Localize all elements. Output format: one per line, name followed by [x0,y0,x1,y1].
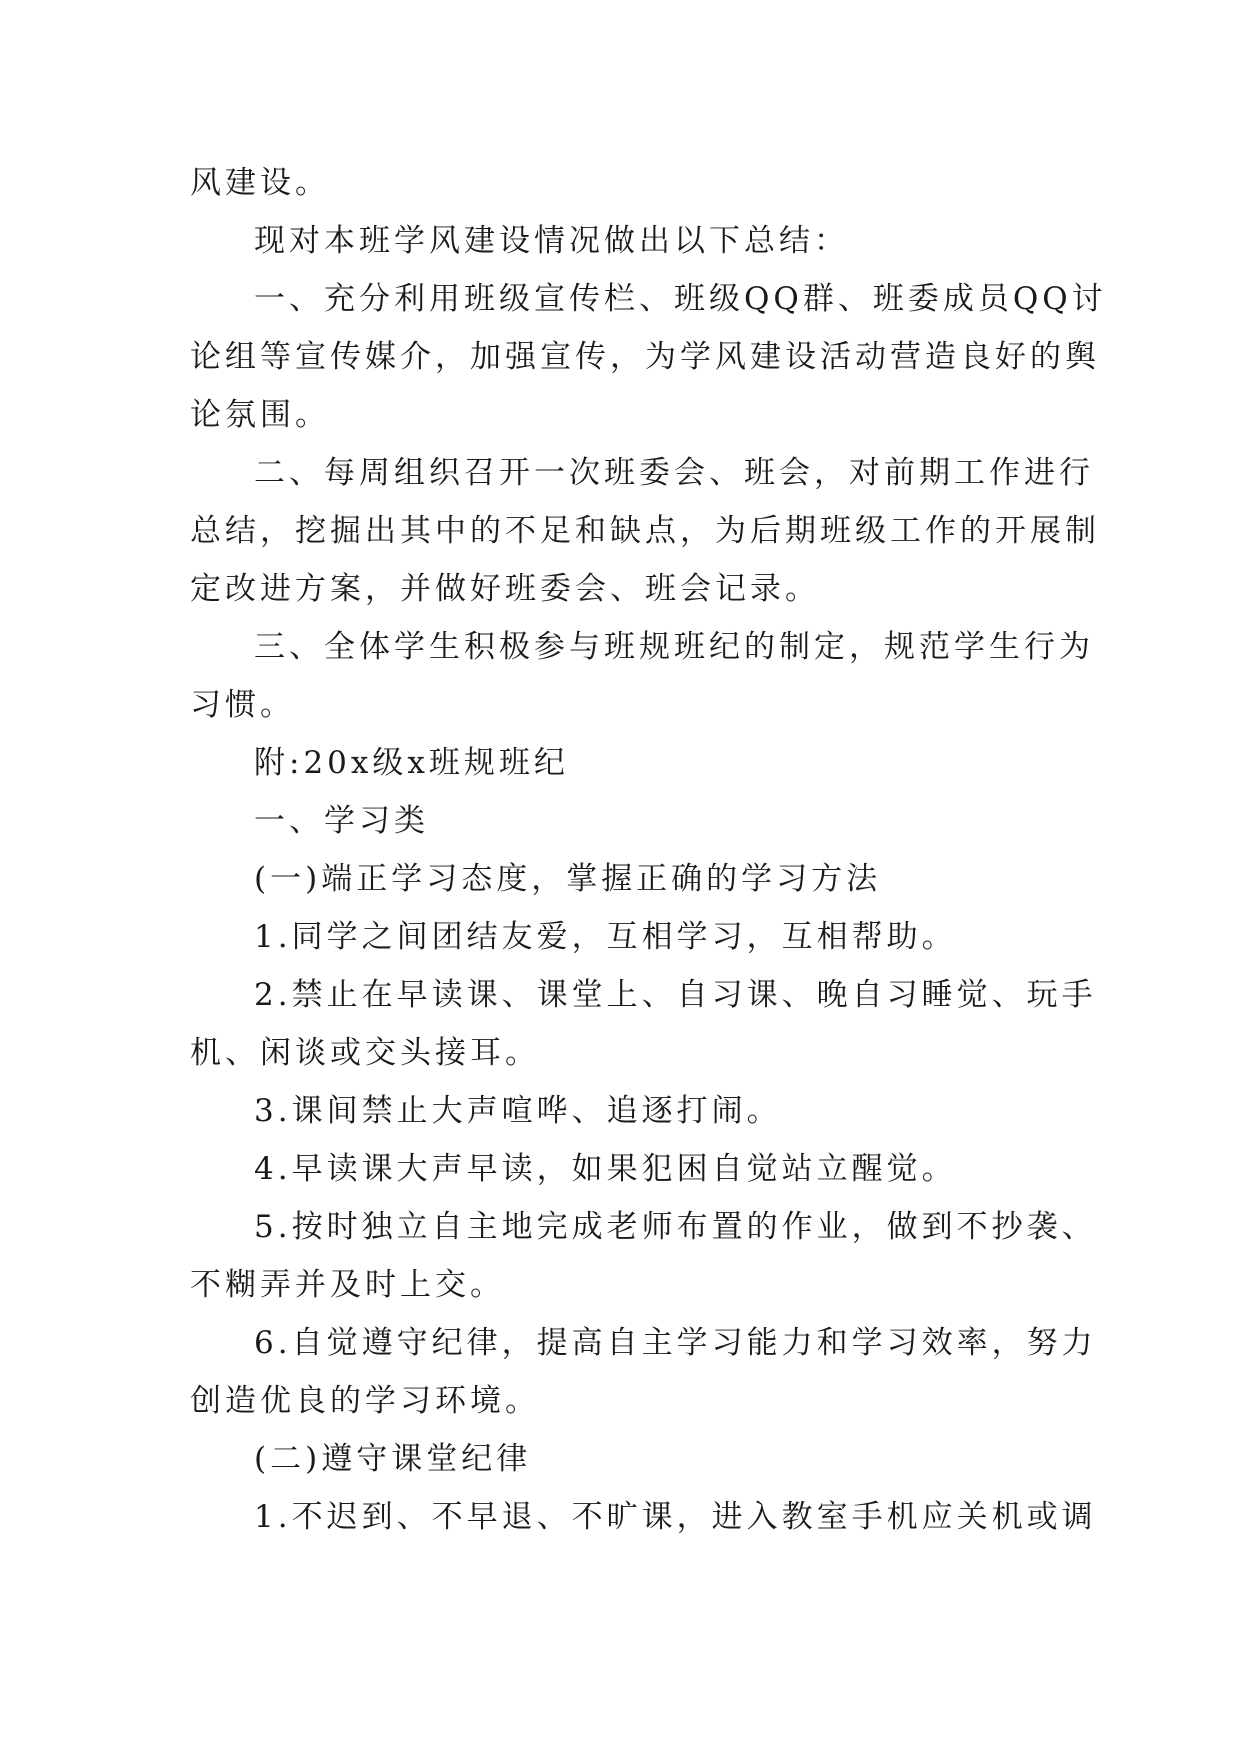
text-line: 1.同学之间团结友爱，互相学习，互相帮助。 [254,919,957,955]
text-line: 习惯。 [190,687,295,723]
text-line: 总结，挖掘出其中的不足和缺点，为后期班级工作的开展制 [190,513,1100,549]
paragraph [190,1140,1070,1198]
text-line: (二)遵守课堂纪律 [254,1441,532,1477]
document-body [190,154,1107,1546]
text-line: 6.自觉遵守纪律，提高自主学习能力和学习效率，努力 [254,1325,1097,1361]
paragraph [190,154,1070,212]
text-line: 3.课间禁止大声喧哗、追逐打闹。 [254,1093,782,1129]
paragraph [190,1314,1097,1430]
paragraph [190,270,1107,444]
text-line: 2.禁止在早读课、课堂上、自习课、晚自习睡觉、玩手 [254,977,1097,1013]
text-line: 不糊弄并及时上交。 [190,1267,505,1303]
text-line: 现对本班学风建设情况做出以下总结： [254,223,849,259]
text-line: 创造优良的学习环境。 [190,1383,540,1419]
text-line: 一、学习类 [254,803,429,839]
text-line: (一)端正学习态度，掌握正确的学习方法 [254,861,882,897]
paragraph [190,1488,1097,1546]
text-line: 论氛围。 [190,397,330,433]
paragraph [190,1082,1070,1140]
paragraph [190,850,1070,908]
paragraph [190,1430,1070,1488]
text-line: 1.不迟到、不早退、不旷课，进入教室手机应关机或调 [254,1499,1097,1535]
paragraph [190,792,1070,850]
text-line: 4.早读课大声早读，如果犯困自觉站立醒觉。 [254,1151,957,1187]
text-line: 二、每周组织召开一次班委会、班会，对前期工作进行 [254,455,1094,491]
text-line: 定改进方案，并做好班委会、班会记录。 [190,571,820,607]
text-line: 风建设。 [190,165,330,201]
text-line: 附:20x级x班规班纪 [254,745,569,781]
text-line: 5.按时独立自主地完成老师布置的作业，做到不抄袭、 [254,1209,1097,1245]
text-line: 一、充分利用班级宣传栏、班级QQ群、班委成员QQ讨 [254,281,1107,317]
text-line: 机、闲谈或交头接耳。 [190,1035,540,1071]
paragraph [190,618,1094,734]
paragraph [190,966,1097,1082]
paragraph [190,908,1070,966]
text-line: 三、全体学生积极参与班规班纪的制定，规范学生行为 [254,629,1094,665]
text-line: 论组等宣传媒介，加强宣传，为学风建设活动营造良好的舆 [190,339,1100,375]
paragraph [190,1198,1097,1314]
paragraph [190,734,1070,792]
paragraph [190,212,1070,270]
paragraph [190,444,1100,618]
